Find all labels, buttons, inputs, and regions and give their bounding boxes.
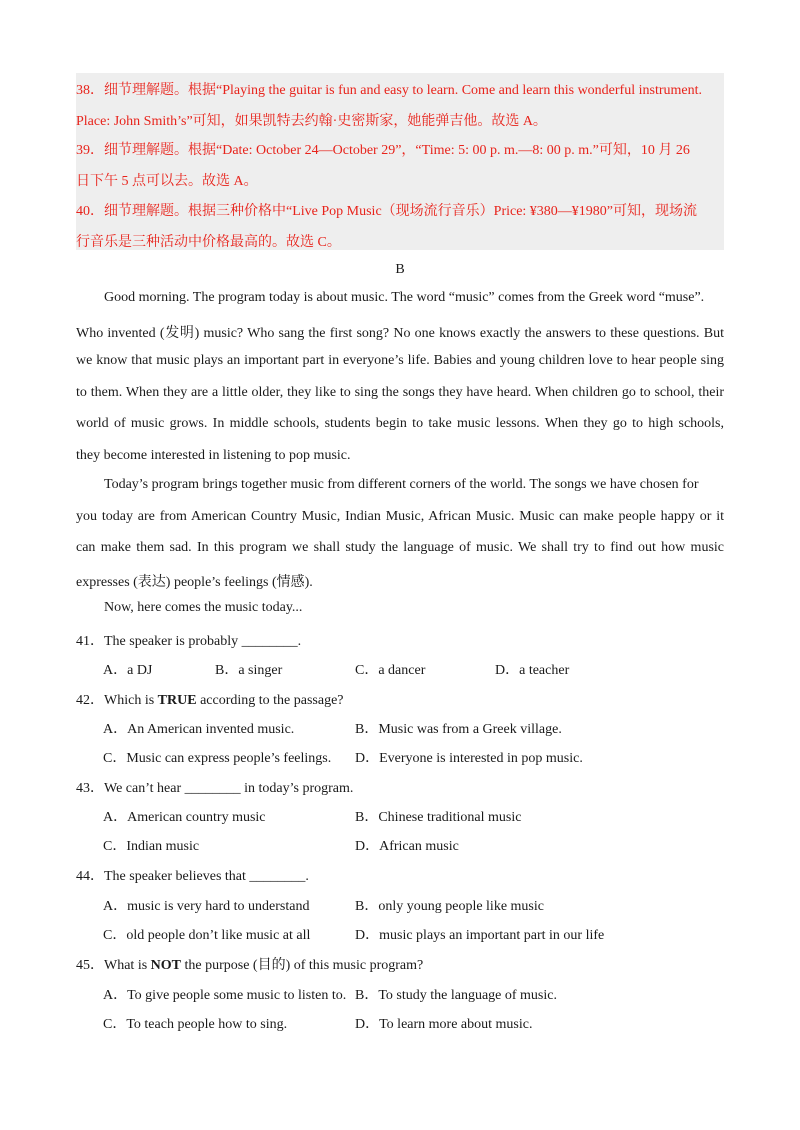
answer-line: 38．细节理解题。根据“Playing the guitar is fun and easy to learn. Come and learn this wonderful instrument. (76, 83, 702, 98)
question-41: 41．The speaker is probably ________. (76, 634, 302, 649)
option-43-a[interactable]: A．American country music (103, 810, 266, 825)
passage-line: Now, here comes the music today... (104, 600, 303, 615)
question-44: 44．The speaker believes that ________. (76, 869, 309, 884)
answer-explanations-box (76, 73, 724, 250)
question-42-pre: 42．Which is (76, 693, 158, 708)
passage-line: Who invented (发明) music? Who sang the first song? No one knows exactly the answers to these questions. But (76, 326, 724, 341)
option-41-c[interactable]: C．a dancer (355, 663, 426, 678)
option-41-a[interactable]: A．a DJ (103, 663, 153, 678)
passage-line: Good morning. The program today is about music. The word “music” comes from the Greek word “muse”. (104, 290, 705, 305)
option-44-b[interactable]: B．only young people like music (355, 899, 544, 914)
question-45 (76, 954, 423, 974)
answer-line: 日下午 5 点可以去。故选 A。 (76, 174, 258, 189)
option-42-b[interactable]: B．Music was from a Greek village. (355, 722, 562, 737)
passage-line: you today are from American Country Music, Indian Music, African Music. Music can make people happy or it (76, 509, 724, 524)
passage-line: we know that music plays an important part in everyone’s life. Babies and young children love to hear people sing (76, 353, 724, 368)
option-43-c[interactable]: C．Indian music (103, 839, 200, 854)
option-42-c[interactable]: C．Music can express people’s feelings. (103, 751, 332, 766)
option-43-d[interactable]: D．African music (355, 839, 459, 854)
option-44-c[interactable]: C．old people don’t like music at all (103, 928, 311, 943)
question-42-emphasis: TRUE (157, 693, 197, 708)
option-42-d[interactable]: D．Everyone is interested in pop music. (355, 751, 583, 766)
answer-line: 39．细节理解题。根据“Date: October 24—October 29”，“Time: 5: 00 p. m.—8: 00 p. m.”可知，10 月 26 (76, 143, 690, 158)
passage-line: expresses (表达) people’s feelings (情感). (76, 575, 313, 590)
passage-line: they become interested in listening to pop music. (76, 448, 351, 463)
question-42 (76, 689, 344, 709)
option-45-b[interactable]: B．To study the language of music. (355, 988, 557, 1003)
option-45-a[interactable]: A．To give people some music to listen to. (103, 988, 347, 1003)
passage-line: can make them sad. In this program we shall study the language of music. We shall try to find out how music (76, 540, 724, 555)
option-41-b[interactable]: B．a singer (215, 663, 283, 678)
answer-line: Place: John Smith’s”可知，如果凯特去约翰·史密斯家，她能弹吉他。故选 A。 (76, 114, 547, 129)
answer-line: 行音乐是三种活动中价格最高的。故选 C。 (76, 235, 341, 250)
question-45-pre: 45．What is (76, 958, 151, 973)
option-45-d[interactable]: D．To learn more about music. (355, 1017, 533, 1032)
question-43: 43．We can’t hear ________ in today’s program. (76, 781, 354, 796)
passage-line: Today’s program brings together music from different corners of the world. The songs we have chosen for (104, 477, 699, 492)
question-45-post: the purpose (目的) of this music program? (181, 958, 424, 973)
option-43-b[interactable]: B．Chinese traditional music (355, 810, 522, 825)
option-44-a[interactable]: A．music is very hard to understand (103, 899, 310, 914)
answer-line: 40．细节理解题。根据三种价格中“Live Pop Music（现场流行音乐）Price: ¥380—¥1980”可知，现场流 (76, 204, 698, 219)
option-44-d[interactable]: D．music plays an important part in our life (355, 928, 605, 943)
question-45-emphasis: NOT (150, 958, 181, 973)
option-41-d[interactable]: D．a teacher (495, 663, 570, 678)
passage-line: to them. When they are a little older, they like to sing the songs they have heard. When children go to school, their (76, 385, 724, 400)
option-42-a[interactable]: A．An American invented music. (103, 722, 295, 737)
question-42-post: according to the passage? (196, 693, 344, 708)
passage-line: world of music grows. In middle schools, students begin to take music lessons. When they go to high schools, (76, 416, 724, 431)
option-45-c[interactable]: C．To teach people how to sing. (103, 1017, 288, 1032)
section-heading: B (395, 262, 405, 277)
